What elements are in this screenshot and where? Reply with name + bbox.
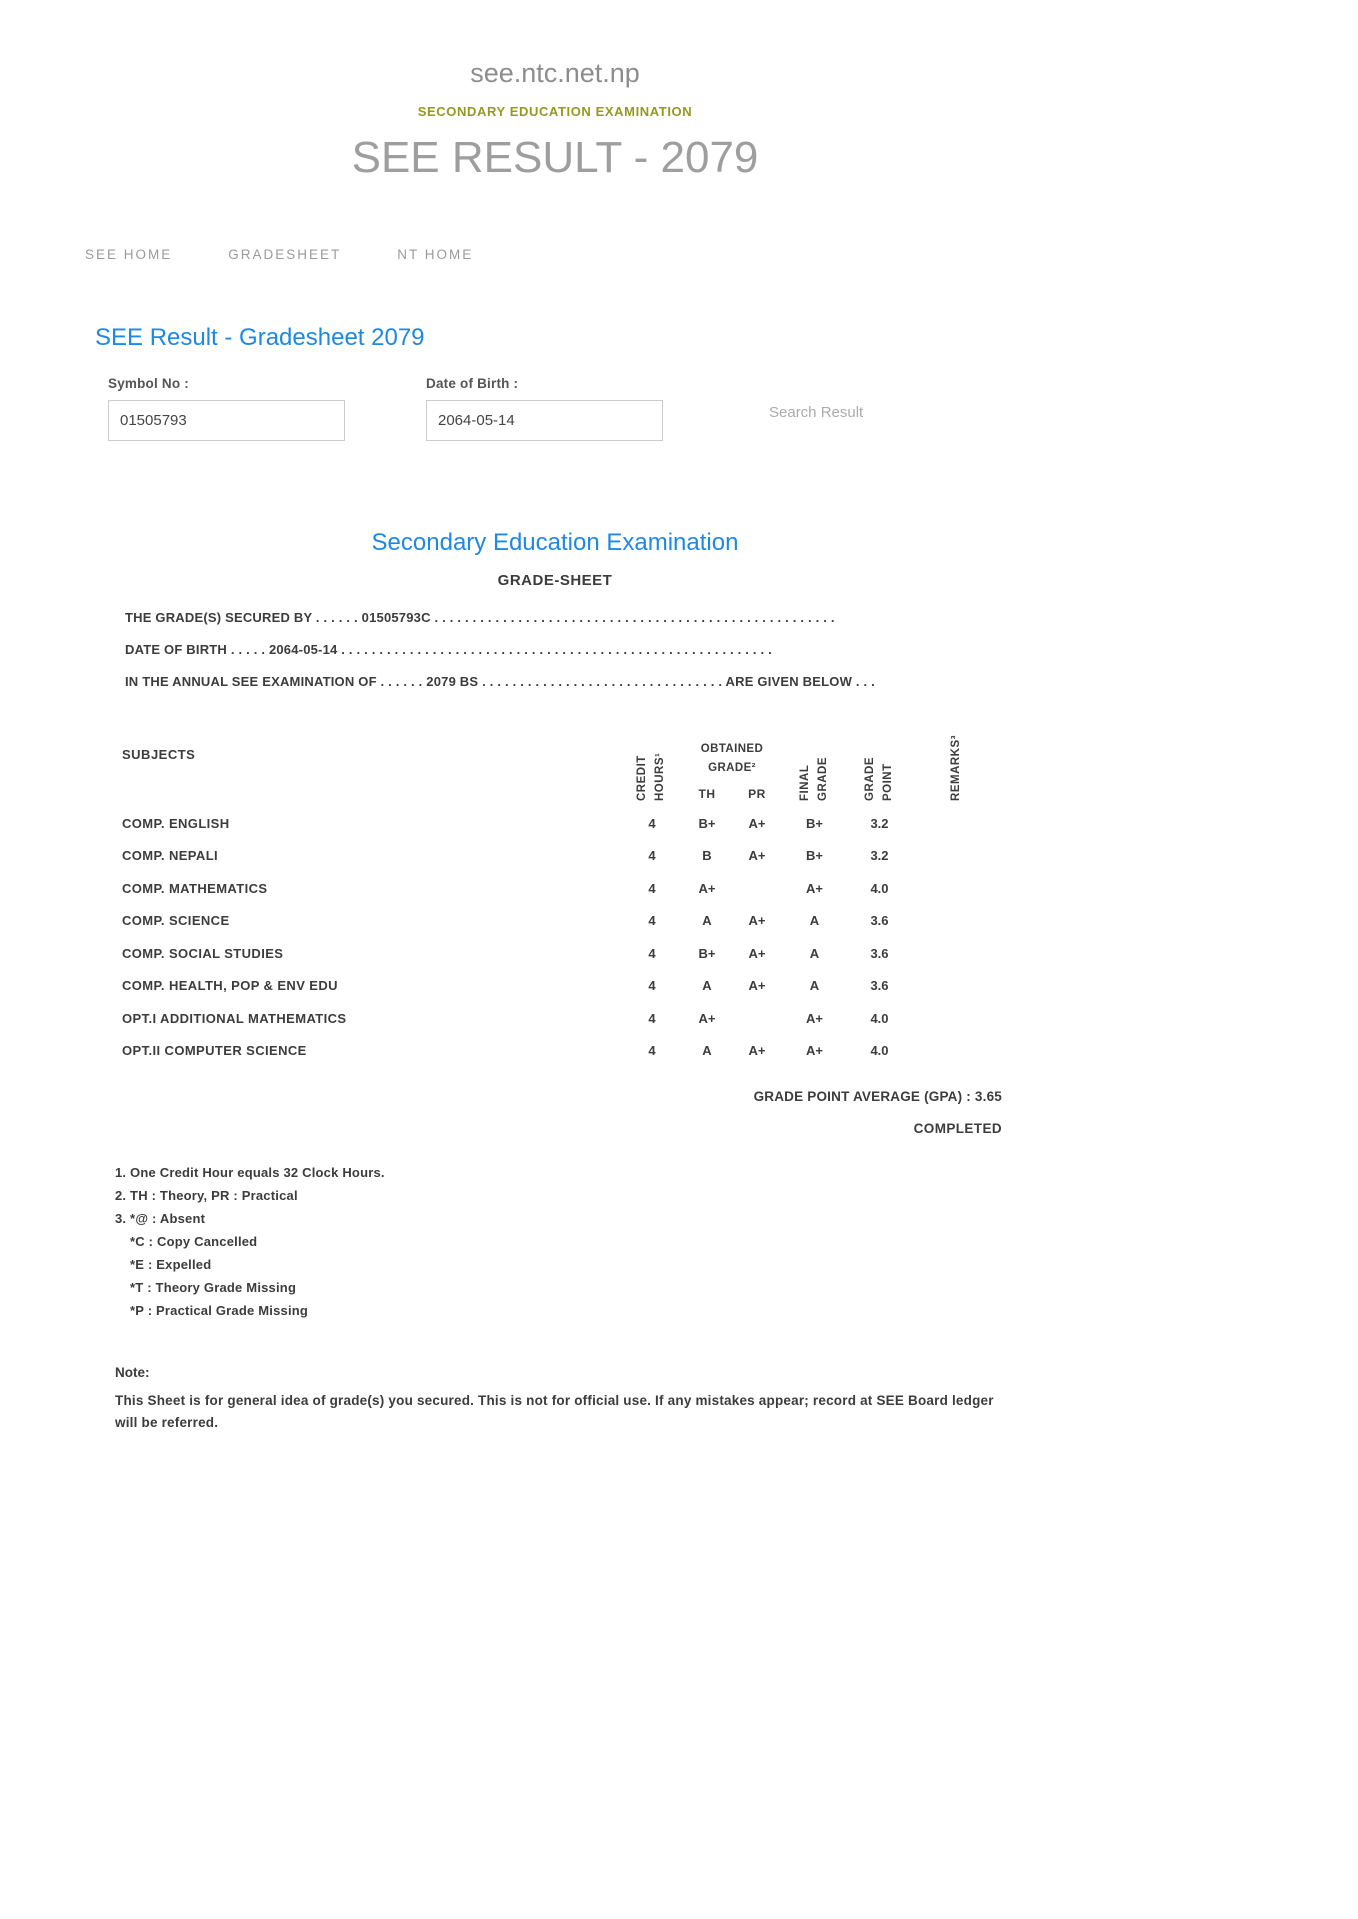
secured-by-line: THE GRADE(S) SECURED BY . . . . . . 01505793C . . . . . . . . . . . . . . . . . . . . . . . . . . . . . . . . . . . . . . . . . . . . . . . . . . . . . <box>125 610 835 625</box>
pr-grade-cell: A+ <box>748 815 766 831</box>
credit-cell: 4 <box>648 978 656 994</box>
final-grade-cell: A+ <box>806 880 823 896</box>
dob-line: DATE OF BIRTH . . . . . 2064-05-14 . . . . . . . . . . . . . . . . . . . . . . . . . . . . . . . . . . . . . . . . . . . . . . . . . . . . . . . . . <box>125 642 772 657</box>
table-row <box>122 970 1002 1003</box>
final-grade-cell: B+ <box>806 848 823 864</box>
grade-point-cell: 3.6 <box>870 913 889 929</box>
note-label: Note: <box>115 1365 150 1380</box>
col-header-pr: PR <box>748 787 766 801</box>
th-grade-cell: A+ <box>698 1010 716 1026</box>
credit-hours-rotated-label: CREDIT HOURS¹ <box>636 752 666 801</box>
table-row <box>122 1002 1002 1035</box>
search-result-button[interactable]: Search Result <box>769 404 864 421</box>
final-grade-cell: A <box>809 945 820 961</box>
pr-grade-cell: A+ <box>748 945 766 961</box>
th-grade-cell: A+ <box>698 880 716 896</box>
col-header-credit-hours <box>622 707 682 801</box>
col-header-th: TH <box>698 787 716 801</box>
site-domain: see.ntc.net.np <box>470 58 640 88</box>
symbol-label: Symbol No : <box>108 376 189 391</box>
nav-link-nt-home[interactable]: NT HOME <box>397 247 474 262</box>
final-grade-cell: A <box>809 978 820 994</box>
pr-grade-cell: A+ <box>748 913 766 929</box>
th-grade-cell: A <box>702 1043 712 1059</box>
grade-point-cell: 3.2 <box>870 815 889 831</box>
pr-grade-cell: A+ <box>748 1043 766 1059</box>
credit-cell: 4 <box>648 945 656 961</box>
th-grade-cell: B <box>702 848 712 864</box>
credit-cell: 4 <box>648 880 656 896</box>
nav-link-gradesheet[interactable]: GRADESHEET <box>228 247 342 262</box>
col-header-obtained-grade <box>682 707 782 801</box>
credit-cell: 4 <box>648 1043 656 1059</box>
final-grade-cell: A <box>809 913 820 929</box>
grade-point-cell: 4.0 <box>870 1043 889 1059</box>
dob-input[interactable] <box>426 400 663 441</box>
completion-status: COMPLETED <box>913 1121 1002 1136</box>
footnote-theory-missing: *T : Theory Grade Missing <box>130 1280 297 1295</box>
footnote-credit-hour: 1. One Credit Hour equals 32 Clock Hours. <box>115 1165 385 1180</box>
obtained-grade-label: OBTAINED GRADE² <box>700 743 764 774</box>
col-header-final-grade <box>782 707 847 801</box>
footnote-absent: 3. *@ : Absent <box>115 1211 206 1226</box>
footnote-copy-cancelled: *C : Copy Cancelled <box>130 1234 258 1249</box>
pr-grade-cell: A+ <box>748 978 766 994</box>
result-heading: Secondary Education Examination <box>371 529 739 556</box>
grade-point-cell: 4.0 <box>870 1010 889 1026</box>
col-header-remarks <box>912 707 1002 801</box>
nav-link-see-home[interactable]: SEE HOME <box>85 247 173 262</box>
final-grade-cell: B+ <box>806 815 823 831</box>
table-header-row <box>122 707 1002 807</box>
subject-cell: COMP. NEPALI <box>122 848 219 864</box>
footnotes <box>115 1166 1110 1317</box>
grade-point-cell: 3.2 <box>870 848 889 864</box>
symbol-field-group <box>108 376 345 441</box>
subject-cell: COMP. MATHEMATICS <box>122 880 268 896</box>
final-grade-cell: A+ <box>806 1010 823 1026</box>
main-nav <box>85 247 1110 262</box>
table-row <box>122 937 1002 970</box>
gradesheet-intro-lines <box>125 611 1110 688</box>
disclaimer-note <box>115 1365 995 1435</box>
result-subheading: GRADE-SHEET <box>497 572 613 589</box>
footnote-th-pr: 2. TH : Theory, PR : Practical <box>115 1188 298 1203</box>
footnote-expelled: *E : Expelled <box>130 1257 212 1272</box>
note-text: This Sheet is for general idea of grade(s) you secured. This is not for official use. If any mistakes appear; record at SEE Board ledger will be referred. <box>115 1393 994 1431</box>
table-row <box>122 1035 1002 1068</box>
th-grade-cell: B+ <box>698 815 716 831</box>
subject-cell: COMP. SOCIAL STUDIES <box>122 945 284 961</box>
subject-cell: OPT.I ADDITIONAL MATHEMATICS <box>122 1010 347 1026</box>
credit-cell: 4 <box>648 913 656 929</box>
th-pr-subheader <box>682 787 782 801</box>
th-grade-cell: A <box>702 913 712 929</box>
table-row <box>122 840 1002 873</box>
symbol-input[interactable] <box>108 400 345 441</box>
credit-cell: 4 <box>648 1010 656 1026</box>
gpa-summary: GRADE POINT AVERAGE (GPA) : 3.65 <box>753 1089 1002 1104</box>
subject-cell: COMP. HEALTH, POP & ENV EDU <box>122 978 338 994</box>
page-title: SEE RESULT - 2079 <box>351 133 759 182</box>
footnote-practical-missing: *P : Practical Grade Missing <box>130 1303 309 1318</box>
search-form <box>108 376 1110 441</box>
col-header-grade-point <box>847 707 912 801</box>
final-grade-cell: A+ <box>806 1043 823 1059</box>
grade-point-rotated-label: GRADE POINT <box>863 756 894 801</box>
credit-cell: 4 <box>648 815 656 831</box>
table-row <box>122 905 1002 938</box>
subject-cell: OPT.II COMPUTER SCIENCE <box>122 1043 307 1059</box>
credit-cell: 4 <box>648 848 656 864</box>
table-row <box>122 872 1002 905</box>
grade-point-cell: 3.6 <box>870 978 889 994</box>
th-grade-cell: B+ <box>698 945 716 961</box>
subject-cell: COMP. ENGLISH <box>122 815 230 831</box>
grade-point-cell: 4.0 <box>870 880 889 896</box>
pr-grade-cell: A+ <box>748 848 766 864</box>
site-header <box>0 0 1110 183</box>
section-title: SEE Result - Gradesheet 2079 <box>95 324 425 351</box>
subject-cell: COMP. SCIENCE <box>122 913 230 929</box>
dob-label: Date of Birth : <box>426 376 519 391</box>
dob-field-group <box>426 376 663 441</box>
th-grade-cell: A <box>702 978 712 994</box>
table-row <box>122 807 1002 840</box>
grade-point-cell: 3.6 <box>870 945 889 961</box>
exam-year-line: IN THE ANNUAL SEE EXAMINATION OF . . . . . . 2079 BS . . . . . . . . . . . . . . . . . . . . . . . . . . . . . . . . ARE GIVEN BELOW . . . <box>125 674 875 689</box>
site-subtitle: SECONDARY EDUCATION EXAMINATION <box>417 104 693 119</box>
remarks-rotated-label: REMARKS³ <box>950 735 963 801</box>
col-header-subjects: SUBJECTS <box>122 746 196 762</box>
final-grade-rotated-label: FINAL GRADE <box>798 756 829 801</box>
gradesheet-table <box>122 707 1002 1067</box>
